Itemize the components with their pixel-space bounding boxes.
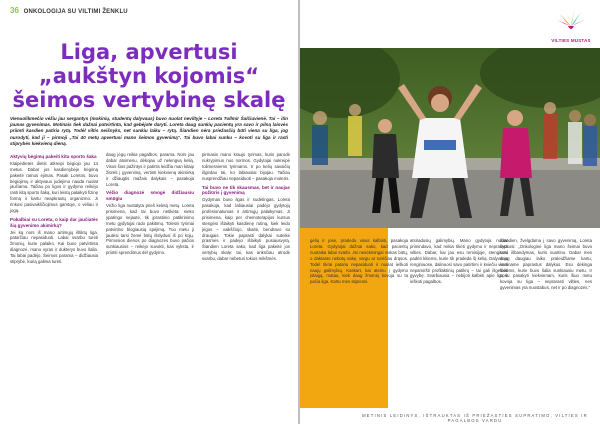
paragraph: gėlių ir jose, pradedu visus kalbinti, pasakoja Loreta. Gydytojai dažnai sako, kad pacientų nuotaika labai svarbi. Jei nesėkmingai viskas būtų, o daktaras nebūtų sakę, vargu ar turėčiau drąsos. Todėl tikrai patariu nepasiduoti ir nuolat ieškoti naujų galimybių. Kaskart, kai ateinu į gydymo įstaigą, matau, kiek daug žmonių kovoja su ta pačia liga. Kartu mes stipresni.	[310, 238, 408, 285]
paragraph: Šiandien, žvelgdama į savo gyvenimą, Loreta šypsosi: „Onkologinė liga mano šeimai buvo tarsi išbandymas, kuris suartino. Dabar mes daug daugiau laiko praleidžiame kartu, vertiname paprastus dalykus. Esu dėkinga visiems, kurie buvo šalia sunkiausiu metu. Ir noriu pasakyti kiekvienam, kuris šiuo metu kovoja su liga – neprarasti vilties, nes gyvenimas yra nuostabus, net ir po diagnozės.“	[500, 238, 592, 291]
paragraph: atsiradusių galimybių. Mano gydytoja nuolat primindavo, kad reikia tikėti gydymu ir neprarasti vilties. Dabar, kai jau esu remisijoje, stengiuosi padėti kitiems, kurie tik pradeda šį kelią. Dalyvauju renginiuose, dalinuosi savo patirtimi ir kviečiu visus nepamiršti profilaktinių patikrų – tai gali išgelbėti gyvybę. Svarbiausia – nebijoti kalbėti apie ligą ir ieškoti pagalbos.	[410, 238, 508, 285]
title-line: „aukštyn kojomis“	[38, 64, 260, 88]
section-label: ONKOLOGIJA SU VILTIMI ŽENKLU	[23, 9, 128, 15]
race-photo	[300, 48, 600, 228]
column-4	[310, 238, 408, 288]
title-line: šeimos vertybinę skalę	[12, 88, 286, 112]
subheading: Tai buvo ne tik skausmas, bet ir naujas požiūris į gyvenimą	[202, 184, 290, 196]
left-page	[0, 0, 298, 424]
paragraph: pirmasis mano kraujo tyrimas, kuris parodė nukrypimus nuo normos. Gydytojai nukreipė tolimesniems tyrimams. Ir po kelių savaičių išgirdau tai, ko labiausiai bijojau. Tačiau nusprendžiau nepasiduoti – pasakoja moteris.	[202, 152, 290, 181]
logo-text: VILTIES MUSTAS	[551, 38, 591, 43]
page-footer: METINIS LEIDINYS, IŠTRAUKTAS IŠ PRIEŽASTIES SUPRATIMO, VILTIES IR PAGALBOS VARDU	[362, 413, 588, 423]
column-2	[106, 152, 194, 259]
paragraph: Vėžio liga nustatyta prieš keletą metų. Loreta prisimena, kad tai buvo netikėta: nieko ypatingo nejautė, tik įprastinio patikrinimo metu gydytojai rado pakitimų. Tolesni tyrimai patvirtino blogiausią spėjimą. Tuo metu ji jautėsi tarsi žemė būtų išslydusi iš po kojų. Pirmosios dienos po diagnozės buvo pačios sunkiausios – reikėjo suvokti, kas vyksta, ir priimti sprendimus dėl gydymo.	[106, 203, 194, 256]
runners-photo-image	[300, 48, 600, 228]
paragraph: Klaipėdietės dietis atkreipi bėgiojo jau 14 metus. Dabar jos kasdienybėje bėgimą pakeitė ramus ėjimas. Pasak Loretos, buvo bėgiojimų ir aktyvaus judėjimo nauda nuolat jaučiama. Tačiau po ligos ir gydymo reikėjo rasti kitą sporto šaką, kuri leistų palaikyti fizinę formą ir kartu neapkrautų organizmo. Ji rinkosi pasivaikščiojimus gamtoje, o vėliau ir jogą.	[10, 160, 98, 214]
subheading: Vėžio diagnozė smogė didžiausiu smūgiu	[106, 190, 194, 202]
article-columns	[10, 152, 290, 400]
vilties-mustas-logo-icon	[554, 6, 588, 40]
column-6	[500, 238, 592, 294]
right-page	[300, 0, 600, 424]
paragraph: Gydymas buvo ilgas ir sudėtingas. Loreta pasakoja, kad labiausiai padėjo gydytojų profesionalumas ir artimųjų palaikymas. Ji prisimena, kaip per chemoterapijos kursus stengėsi išlaikyti kasdienę rutiną, kiek leido jėgos – vaikščiojo, skaitė, bendravo su draugais. Tokie paprasti dalykai suteikė prasmės ir padėjo išlaikyti pusiausvyrą. Šiandien Loreta sako, kad liga pakeitė jos vertybių skalę: tai, kas anksčiau atrodė svarbu, dabar nebeturi tokios reikšmės.	[202, 197, 290, 262]
paragraph: daug jėgų reikia pagalbos, parama. Nors jau dabar atsimenu, dėkojau už nelengvą kelią. Visos šios pažintys ir patirtis leidžia man kitaip žiūrėti į gyvenimą, vertinti kiekvieną akimirką ir džiaugtis mažais dalykais – pasakoja Loreta.	[106, 152, 194, 187]
column-5	[410, 238, 508, 288]
article-title	[0, 40, 298, 112]
column-1	[10, 152, 98, 268]
subheading: Pokalbiai su Loreta, o kaip dar jaučiatės šią gyvenimo akimirką?	[10, 216, 98, 228]
paragraph: Jei ką nors iš mano artimųjų ištiktų liga, patarčiau nepasiduoti. Labai svarbu turėti žmonių, kurie palaiko. Kai buvo patvirtinta diagnozė, mano vyras ir dukterys buvo šalia. Tai labai padėjo. Šeimos parama – didžiausia stiprybė, kurią galima turėti.	[10, 229, 98, 265]
title-line: Liga, apvertusi	[60, 40, 238, 64]
column-3	[202, 152, 290, 265]
page-header	[10, 6, 128, 15]
article-lead: Vienuolikmečio vėžiu jau sergantys (mokinių, studentų dalyvaus) buvo nuolat neviltyje – Loreta Tollmir Šalčiuvienė. Tai – itin jaunas gyvenimas. Motinais tiek dažnai patvirtinta, kad gebėjote daryti. Loreta daug sunkių pacientų yra savo ir pilną laisvės priimti kasdien patiria rytą. Todėl viltis neišnyks, net sunkiu laiku – rytą. Šiandien nėra priežasčių būti viena su liga, jog nurodyti, kad ji – pirmoji „Tai 40 metų apvertusi mano šeimos gyvenimą“. Tai buvo labai sunku – kovoti su liga ir rasti stiprybės kiekvieną dieną.	[10, 116, 288, 146]
page-number: 36	[10, 6, 19, 15]
subheading: Aktyvių bėgimų pakeiti kitu sporto šaka	[10, 154, 97, 159]
